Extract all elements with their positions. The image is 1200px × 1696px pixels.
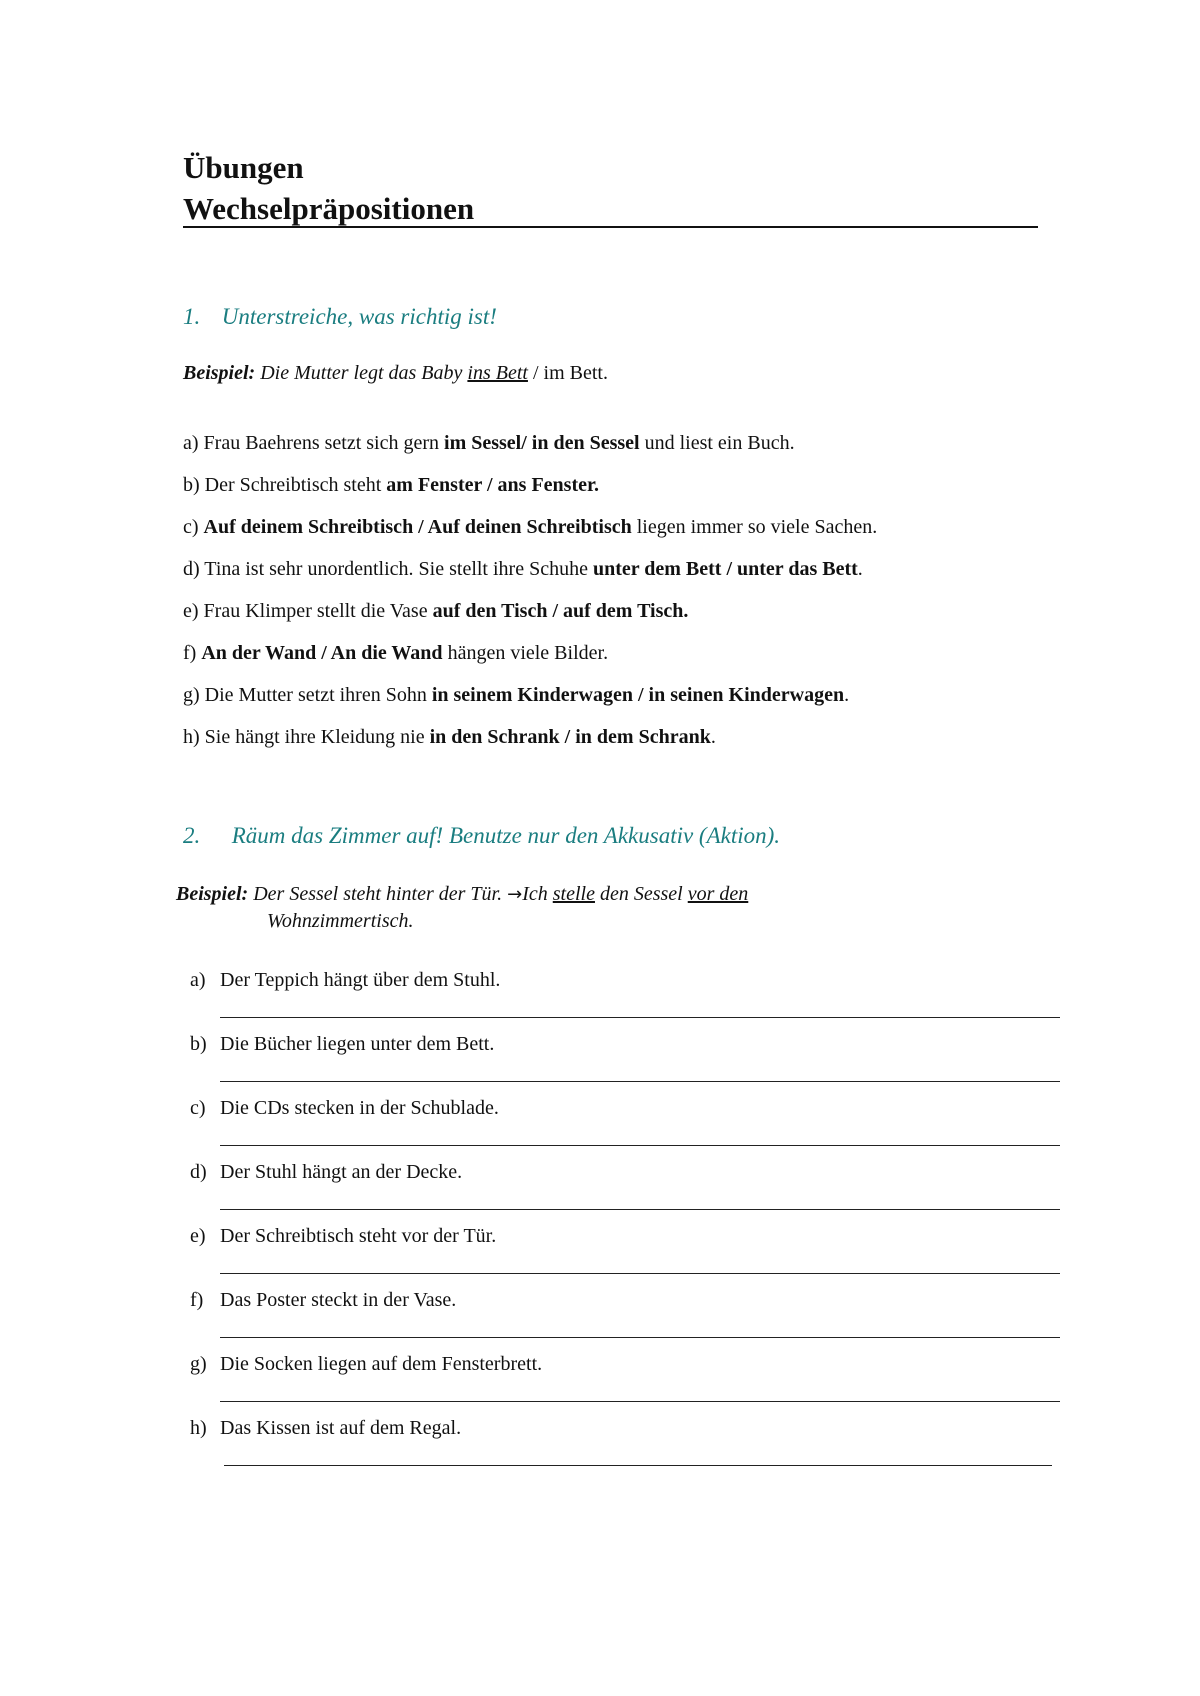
item-choices: in den Schrank / in dem Schrank [429, 726, 711, 748]
item-choices: Auf deinem Schreibtisch / Auf deinen Schreibtisch [203, 516, 632, 538]
item-label: g) [190, 1353, 207, 1375]
example-label: Beispiel: [176, 883, 249, 905]
item-text: c) [183, 516, 204, 538]
item-text: h) Sie hängt ihre Kleidung nie [183, 726, 430, 748]
exercise-1-item [183, 514, 877, 540]
example-text: Der Sessel steht hinter der Tür. [253, 883, 503, 905]
exercise-2-item [190, 1415, 461, 1441]
item-text: Der Teppich hängt über dem Stuhl. [220, 969, 501, 991]
exercise-2-example [176, 881, 748, 908]
example-text: Ich [522, 883, 548, 905]
example-underlined-preposition: vor den [687, 883, 749, 905]
item-text: und liest ein Buch. [639, 432, 795, 454]
exercise-1-item [183, 598, 688, 624]
title-line-2: Wechselpräpositionen [183, 191, 475, 226]
example-alternative: / im Bett. [532, 362, 608, 384]
answer-line[interactable] [220, 1209, 1060, 1210]
item-choices: An der Wand / An die Wand [201, 642, 443, 664]
item-text: Die CDs stecken in der Schublade. [220, 1097, 499, 1119]
answer-line[interactable] [220, 1017, 1060, 1018]
item-text: Das Poster steckt in der Vase. [220, 1289, 457, 1311]
exercise-2-item [190, 1287, 456, 1313]
answer-line[interactable] [220, 1401, 1060, 1402]
exercise-1-heading [183, 303, 497, 331]
item-text: Die Socken liegen auf dem Fensterbrett. [220, 1353, 543, 1375]
exercise-2-item [190, 1031, 494, 1057]
exercise-2-title: Räum das Zimmer auf! Benutze nur den Akkusativ (Aktion). [231, 823, 781, 848]
item-text: b) Der Schreibtisch steht [183, 474, 387, 496]
item-label: f) [190, 1289, 204, 1311]
item-text: a) Frau Baehrens setzt sich gern [183, 432, 445, 454]
item-choices: in seinem Kinderwagen / in seinen Kinderwagen [431, 684, 845, 706]
exercise-1-item [183, 472, 599, 498]
item-choices: unter dem Bett / unter das Bett [592, 558, 858, 580]
item-label: h) [190, 1417, 207, 1439]
item-text: . [857, 558, 863, 580]
arrow-right-icon: → [507, 884, 523, 905]
item-text: Der Schreibtisch steht vor der Tür. [220, 1225, 497, 1247]
answer-line[interactable] [220, 1273, 1060, 1274]
item-text: f) [183, 642, 202, 664]
item-text: hängen viele Bilder. [442, 642, 609, 664]
exercise-1-number: 1. [183, 304, 201, 329]
title-underline [183, 226, 1038, 228]
item-text: g) Die Mutter setzt ihren Sohn [183, 684, 432, 706]
item-label: b) [190, 1033, 207, 1055]
example-text: Die Mutter legt das Baby [260, 362, 463, 384]
item-choices: im Sessel/ in den Sessel [444, 432, 640, 454]
item-text: . [844, 684, 850, 706]
item-label: d) [190, 1161, 207, 1183]
exercise-1-title: Unterstreiche, was richtig ist! [221, 304, 497, 329]
answer-line[interactable] [220, 1337, 1060, 1338]
answer-line[interactable] [220, 1145, 1060, 1146]
example-label: Beispiel: [183, 362, 256, 384]
item-text: Die Bücher liegen unter dem Bett. [220, 1033, 495, 1055]
item-text: Das Kissen ist auf dem Regal. [220, 1417, 462, 1439]
exercise-2-example-continued [267, 908, 413, 935]
exercise-2-heading [183, 822, 780, 850]
item-choices: am Fenster / ans Fenster. [386, 474, 600, 496]
item-text: d) Tina ist sehr unordentlich. Sie stellt ihre Schuhe [183, 558, 593, 580]
exercise-1-item [183, 724, 716, 750]
item-text: . [710, 726, 716, 748]
answer-line[interactable] [224, 1465, 1052, 1466]
exercise-2-item [190, 1159, 462, 1185]
exercise-2-item [190, 1351, 542, 1377]
exercise-1-item [183, 556, 863, 582]
example-text: Wohnzimmertisch. [267, 910, 414, 932]
example-underlined-verb: stelle [552, 883, 595, 905]
item-text: e) Frau Klimper stellt die Vase [183, 600, 433, 622]
exercise-2-number: 2. [183, 823, 201, 848]
item-text: liegen immer so viele Sachen. [631, 516, 878, 538]
item-label: a) [190, 969, 206, 991]
exercise-2-item [190, 1095, 499, 1121]
exercise-1-item [183, 640, 608, 666]
exercise-2-item [190, 967, 500, 993]
exercise-2-item [190, 1223, 496, 1249]
answer-line[interactable] [220, 1081, 1060, 1082]
item-label: c) [190, 1097, 206, 1119]
title-line-1: Übungen [183, 150, 304, 185]
example-text: den Sessel [599, 883, 683, 905]
exercise-1-example [183, 360, 608, 387]
exercise-1-item [183, 682, 849, 708]
exercise-1-item [183, 430, 795, 456]
item-label: e) [190, 1225, 206, 1247]
example-underlined-answer: ins Bett [467, 362, 528, 384]
item-choices: auf den Tisch / auf dem Tisch. [432, 600, 689, 622]
item-text: Der Stuhl hängt an der Decke. [220, 1161, 463, 1183]
